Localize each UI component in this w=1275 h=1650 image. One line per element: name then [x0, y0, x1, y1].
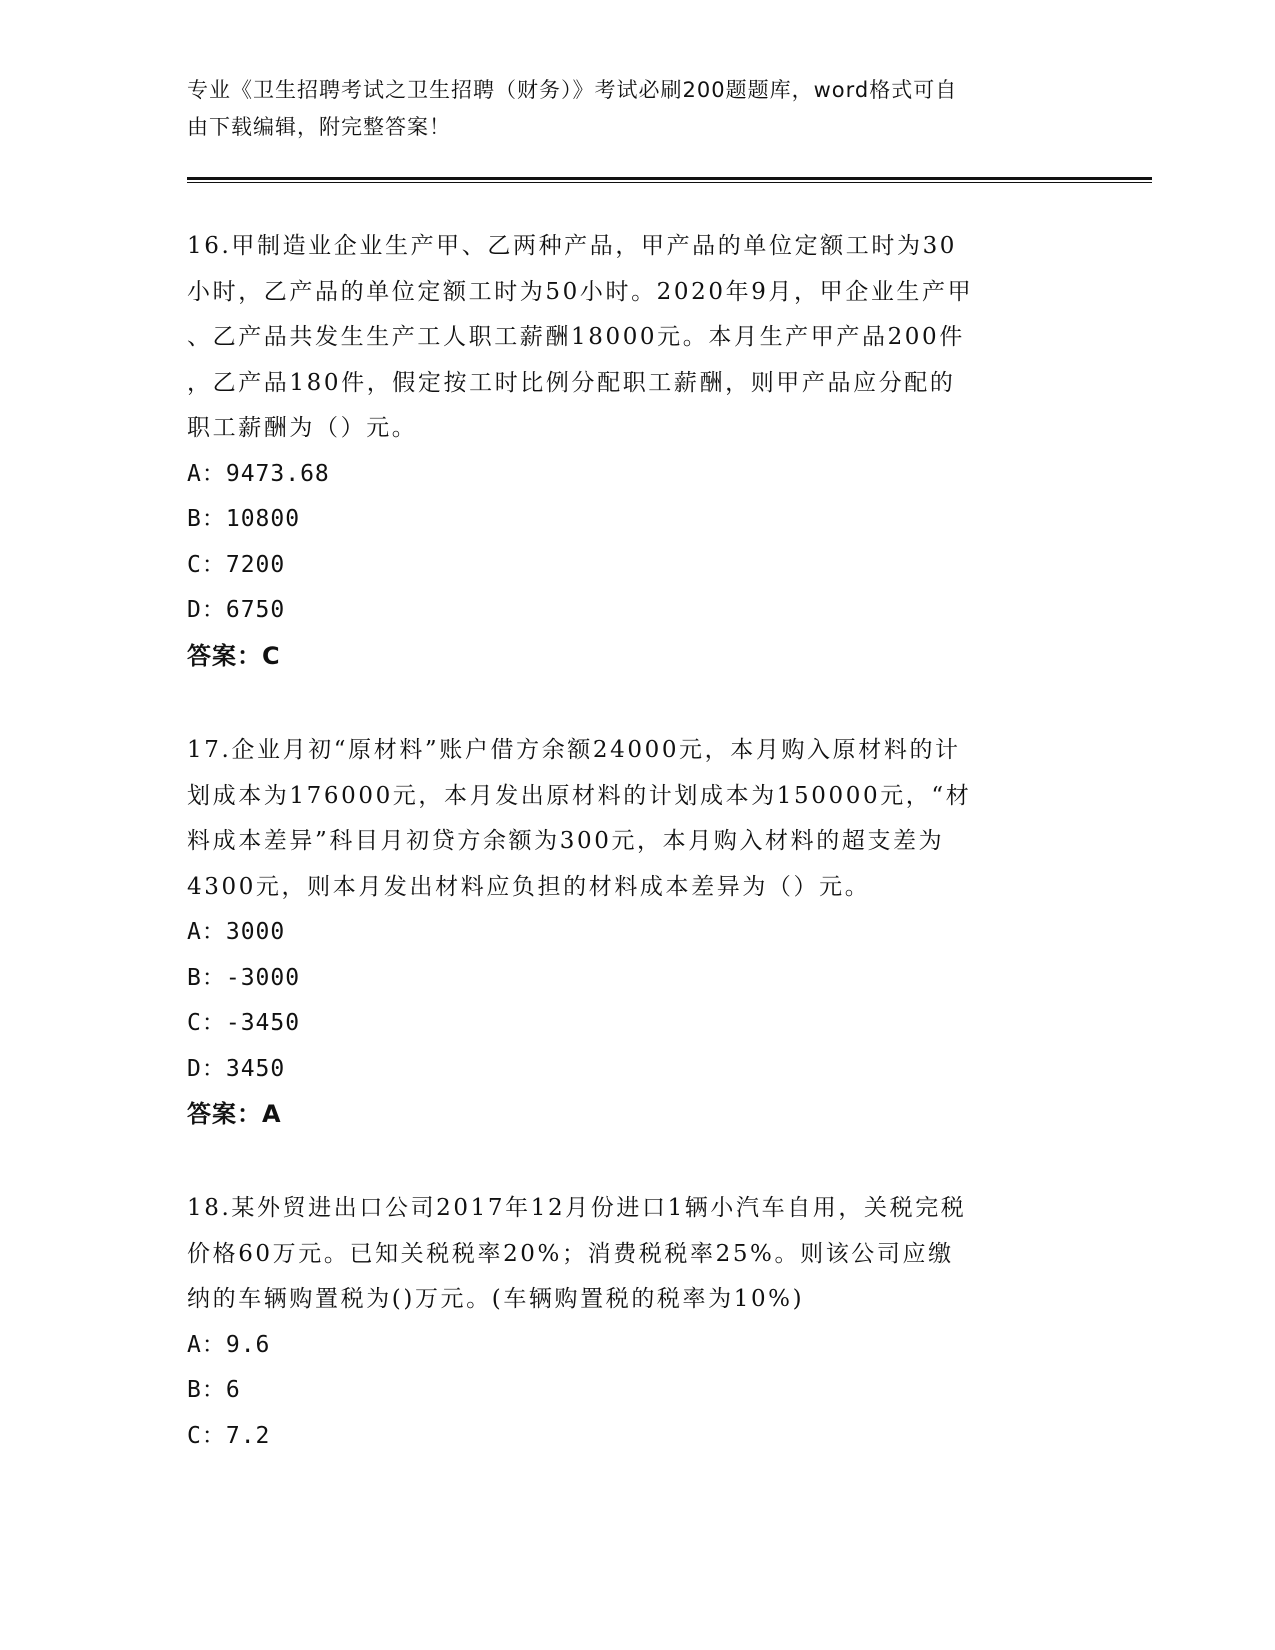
question-stem [187, 224, 1087, 452]
stem-line: 小时，乙产品的单位定额工时为50小时。2020年9月，甲企业生产甲 [187, 278, 974, 305]
document-header [187, 72, 1087, 146]
stem-line: 4300元，则本月发出材料应负担的材料成本差异为（）元。 [187, 873, 871, 900]
answer-line: 答案：C [187, 641, 281, 670]
question-stem [187, 728, 1087, 910]
stem-line: 纳的车辆购置税为()万元。(车辆购置税的税率为10%) [187, 1286, 805, 1312]
option-b: B：6 [187, 1377, 241, 1403]
header-line-2: 由下载编辑，附完整答案！ [187, 115, 451, 139]
stem-line: 职工薪酬为（）元。 [187, 415, 418, 441]
question-stem [187, 1186, 1087, 1323]
option-b: B：10800 [187, 506, 301, 532]
stem-line: 18.某外贸进出口公司2017年12月份进口1辆小汽车自用，关税完税 [187, 1195, 967, 1221]
option-a: A：3000 [187, 919, 286, 945]
option-list [187, 452, 1087, 634]
header-divider-thin [187, 182, 1152, 183]
option-c: C：7200 [187, 551, 286, 578]
question-16 [187, 224, 1087, 679]
option-b: B：-3000 [187, 964, 301, 991]
question-17 [187, 728, 1087, 1138]
answer-line: 答案：A [187, 1100, 282, 1128]
question-18 [187, 1186, 1087, 1459]
option-list [187, 910, 1087, 1092]
option-a: A：9.6 [187, 1331, 271, 1358]
stem-line: 划成本为176000元，本月发出原材料的计划成本为150000元，“材 [187, 782, 972, 809]
option-list [187, 1323, 1087, 1460]
header-line-1: 专业《卫生招聘考试之卫生招聘（财务）》考试必刷200题题库，word格式可自 [187, 78, 958, 102]
stem-line: ，乙产品180件，假定按工时比例分配职工薪酬，则甲产品应分配的 [187, 369, 956, 396]
header-divider-thick [187, 177, 1152, 180]
stem-line: 价格60万元。已知关税税率20%；消费税税率25%。则该公司应缴 [187, 1240, 954, 1267]
stem-line: 、乙产品共发生生产工人职工薪酬18000元。本月生产甲产品200件 [187, 324, 965, 350]
option-d: D：6750 [187, 597, 286, 623]
option-c: C：7.2 [187, 1422, 271, 1449]
stem-line: 16.甲制造业企业生产甲、乙两种产品，甲产品的单位定额工时为30 [187, 233, 958, 259]
option-c: C：-3450 [187, 1010, 301, 1036]
option-a: A：9473.68 [187, 460, 330, 487]
option-d: D：3450 [187, 1055, 286, 1082]
stem-line: 料成本差异”科目月初贷方余额为300元，本月购入材料的超支差为 [187, 828, 945, 854]
stem-line: 17.企业月初“原材料”账户借方余额24000元，本月购入原材料的计 [187, 737, 961, 763]
